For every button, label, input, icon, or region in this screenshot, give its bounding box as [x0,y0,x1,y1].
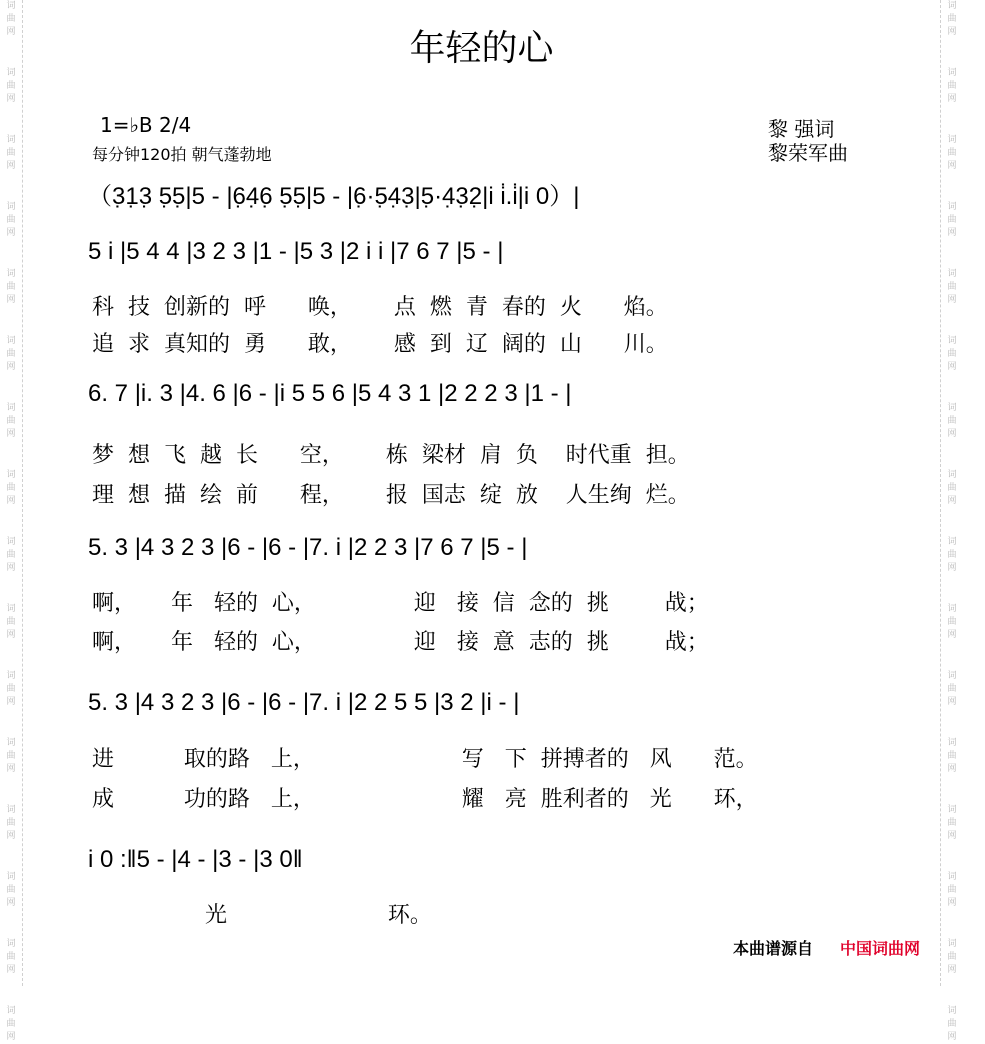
notation-system-2: 5 i |5 4 4 |3 2 3 |1 - |5 3 |2 i i |7 6 7 |5 - | [88,238,504,265]
key-signature: 1=♭B 2/4 [100,113,192,137]
side-watermark-text: 词 曲 网 [6,1006,16,1042]
source-label: 本曲谱源自 [733,939,814,958]
side-watermark-text: 词 曲 网 [6,738,16,774]
notation-system-4: 5. 3 |4 3 2 3 |6 - |6 - |7. i |2 2 3 |7 6 7 |5 - | [88,534,528,561]
side-watermark-text: 词 曲 网 [947,738,957,774]
side-watermark-text: 词 曲 网 [947,470,957,506]
source-site-link[interactable]: 中国词曲网 [840,939,921,958]
lyric-line-9: 光 环。 [205,903,432,928]
side-watermark-text: 词 曲 网 [947,68,957,104]
side-watermark-text: 词 曲 网 [947,202,957,238]
composer-credit: 黎荣军曲 [768,141,848,165]
side-watermark-text: 词 曲 网 [947,135,957,171]
notation-system-5: 5. 3 |4 3 2 3 |6 - |6 - |7. i |2 2 5 5 |3 2 |i - | [88,689,520,716]
lyric-line-6: 啊， 年 轻的 心， 迎 接 意 志的 挑 战； [92,630,709,655]
side-watermark-text: 词 曲 网 [6,202,16,238]
notation-system-6: i 0 :‖5 - |4 - |3 - |3 0‖ [88,846,303,873]
lyric-line-5: 啊， 年 轻的 心， 迎 接 信 念的 挑 战； [92,591,709,616]
side-watermark-text: 词 曲 网 [6,671,16,707]
tempo-marking: 每分钟120拍 朝气蓬勃地 [92,145,272,164]
lyric-line-1: 科 技 创新的 呼 唤， 点 燃 青 春的 火 焰。 [92,295,668,320]
side-watermark-text: 词 曲 网 [6,537,16,573]
side-watermark-text: 词 曲 网 [947,269,957,305]
lyric-line-8: 成 功的路 上， 耀 亮 胜利者的 光 环， [92,787,758,812]
side-watermark-text: 词 曲 网 [947,1006,957,1042]
side-watermark-text: 词 曲 网 [6,805,16,841]
side-watermark-right [940,0,963,1042]
side-watermark-text: 词 曲 网 [6,1,16,37]
lyricist-credit: 黎 强词 [768,117,835,141]
side-watermark-text: 词 曲 网 [947,1,957,37]
side-watermark-text: 词 曲 网 [947,671,957,707]
side-watermark-text: 词 曲 网 [6,135,16,171]
side-watermark-text: 词 曲 网 [947,939,957,975]
side-watermark-text: 词 曲 网 [947,872,957,908]
song-title: 年轻的心 [409,28,554,69]
side-watermark-text: 词 曲 网 [6,68,16,104]
lyric-line-7: 进 取的路 上， 写 下 拼搏者的 风 范。 [92,747,758,772]
side-watermark-text: 词 曲 网 [6,269,16,305]
side-watermark-text: 词 曲 网 [6,939,16,975]
side-watermark-text: 词 曲 网 [6,403,16,439]
side-watermark-text: 词 曲 网 [947,604,957,640]
notation-system-1: （3̣1̣3̣ 5̣5̣|5 - |6̣4̣6̣ 5̣5̣|5 - |6̣·5̣4̣3̣|5̣·4̣3̣2̣|i i̇.i̇|i 0）| [88,183,580,210]
side-watermark-text: 词 曲 网 [6,604,16,640]
lyric-line-4: 理 想 描 绘 前 程， 报 国志 绽 放 人生绚 烂。 [92,483,690,508]
notation-system-3: 6. 7 |i. 3 |4. 6 |6 - |i 5 5 6 |5 4 3 1 |2 2 2 3 |1 - | [88,380,572,407]
side-watermark-text: 词 曲 网 [6,872,16,908]
side-watermark-text: 词 曲 网 [6,470,16,506]
side-watermark-text: 词 曲 网 [947,805,957,841]
lyric-line-2: 追 求 真知的 勇 敢， 感 到 辽 阔的 山 川。 [92,332,668,357]
side-watermark-text: 词 曲 网 [947,336,957,372]
lyric-line-3: 梦 想 飞 越 长 空， 栋 梁材 肩 负 时代重 担。 [92,443,690,468]
side-watermark-text: 词 曲 网 [6,336,16,372]
side-watermark-left [0,0,23,1042]
side-watermark-text: 词 曲 网 [947,537,957,573]
side-watermark-text: 词 曲 网 [947,403,957,439]
